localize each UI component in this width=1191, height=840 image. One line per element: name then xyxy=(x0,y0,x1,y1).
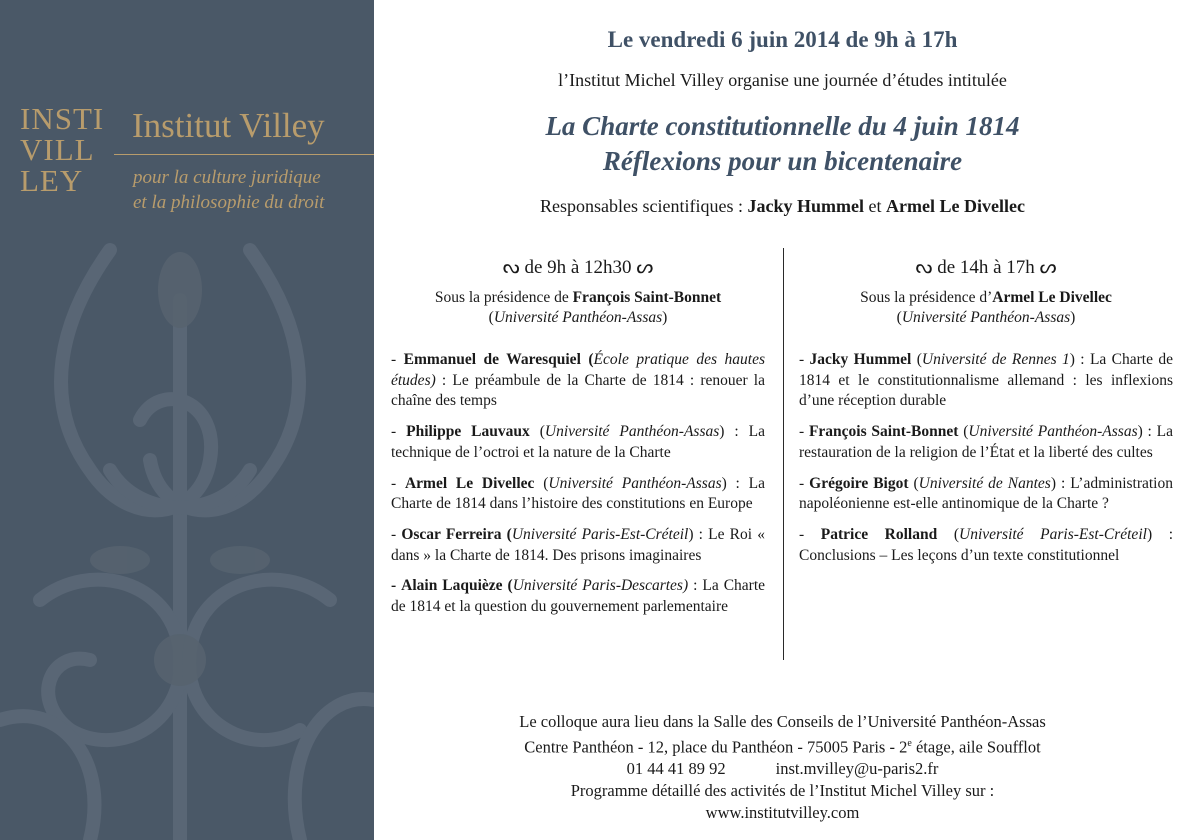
venue-line: Le colloque aura lieu dans la Salle des Conseils de l’Université Panthéon-Assas xyxy=(519,712,1046,731)
institute-name: Institut Villey xyxy=(132,106,325,145)
talk-title: ) : La Charte de 1814 dans l’histoire des constitutions en Europe xyxy=(391,474,765,513)
talk-affiliation: Université Panthéon-Assas xyxy=(968,423,1138,441)
talk-item: - Patrice Rolland (Université Paris-Est-Créteil) : Conclusions – Les leçons d’un texte constitutionnel xyxy=(799,525,1173,564)
talk-title: : Le préambule de la Charte de 1814 : renouer la chaîne des temps xyxy=(391,371,765,410)
talk-speaker: Jacky Hummel xyxy=(809,351,912,368)
talk-title: ) : La restauration de la religion de l’État et la liberté des cultes xyxy=(799,423,1173,461)
talk-item: - Armel Le Divellec (Université Panthéon-Assas) : La Charte de 1814 dans l’histoire des constitutions en Europe xyxy=(391,474,765,513)
chair-prefix: Sous la présidence de xyxy=(434,289,569,306)
email-address[interactable]: inst.mvilley@u-paris2.fr xyxy=(775,759,939,779)
ornament-right-icon: ᔕ xyxy=(636,257,654,278)
afternoon-time: de 14h à 17h xyxy=(937,257,1035,278)
column-divider xyxy=(783,248,784,660)
logo-divider xyxy=(114,154,374,155)
talk-item: - François Saint-Bonnet (Université Panthéon-Assas) : La restauration de la religion de l’État et la liberté des cultes xyxy=(799,423,1173,461)
talk-title: ) : L’administration napoléonienne est-elle antinomique de la Charte ? xyxy=(799,474,1173,513)
talk-affiliation: Université de Nantes xyxy=(918,474,1051,492)
talk-item: - Philippe Lauvaux (Université Panthéon-Assas) : La technique de l’octroi et la nature de la Charte xyxy=(391,423,765,461)
talk-speaker: Philippe Lauvaux xyxy=(406,423,530,441)
talk-speaker: Patrice Rolland xyxy=(820,525,938,543)
talk-speaker: Armel Le Divellec xyxy=(404,474,535,492)
address-part-2: étage, aile Soufflot xyxy=(911,737,1041,757)
leads-prefix: Responsables scientifiques : xyxy=(540,196,744,216)
event-title: La Charte constitutionnelle du 4 juin 1814 xyxy=(545,111,1020,141)
tagline-line-1: pour la culture juridique xyxy=(133,167,321,188)
afternoon-session xyxy=(799,256,1173,576)
afternoon-time-heading xyxy=(799,256,1173,280)
phone-number: 01 44 41 89 92 xyxy=(626,759,726,779)
talk-item: - Alain Laquièze (Université Paris-Descartes) : La Charte de 1814 et la question du gouvernement parlementaire xyxy=(391,577,766,616)
event-subtitle: Réflexions pour un bicentenaire xyxy=(602,146,963,176)
institute-tagline xyxy=(133,165,324,215)
talk-affiliation: Université de Rennes 1 xyxy=(921,351,1070,368)
talk-title: : La Charte de 1814 et la question du gouvernement parlementaire xyxy=(391,577,766,616)
address-line xyxy=(374,733,1191,758)
ornament-right-icon: ᔕ xyxy=(1039,257,1057,278)
sidebar-panel xyxy=(0,0,374,840)
event-footer xyxy=(374,711,1191,823)
talk-speaker: Grégoire Bigot xyxy=(809,474,909,492)
afternoon-talk-list xyxy=(799,350,1173,566)
talk-item: - Oscar Ferreira (Université Paris-Est-Créteil) : Le Roi « dans » la Charte de 1814. Des prisons imaginaires xyxy=(391,525,765,564)
chair-name: Armel Le Divellec xyxy=(992,289,1112,306)
morning-time: de 9h à 12h30 xyxy=(524,257,632,278)
talk-speaker: François Saint-Bonnet xyxy=(808,423,959,441)
afternoon-chair: Sous la présidence d’Armel Le Divellec (Université Panthéon-Assas) xyxy=(860,289,1112,326)
talk-speaker: Emmanuel de Waresquiel xyxy=(403,351,581,368)
talk-affiliation: École pratique des hautes études) xyxy=(391,351,765,389)
ornament-left-icon: ᔓ xyxy=(915,257,933,278)
website-link[interactable]: www.institutvilley.com xyxy=(705,802,860,822)
tagline-line-2: et la philosophie du droit xyxy=(133,192,325,213)
morning-session xyxy=(391,256,765,628)
talk-item: - Grégoire Bigot (Université de Nantes) : L’administration napoléonienne est-elle antinomique de la Charte ? xyxy=(799,474,1173,513)
talk-affiliation: Université Paris-Est-Créteil xyxy=(511,525,689,543)
talk-speaker: Oscar Ferreira xyxy=(401,525,502,543)
talk-title: ) : La technique de l’octroi et la nature de la Charte xyxy=(391,423,765,461)
scientific-leads xyxy=(374,196,1191,217)
lead-name-2: Armel Le Divellec xyxy=(886,196,1025,216)
talk-item: - Jacky Hummel (Université de Rennes 1) : La Charte de 1814 et le constitutionnalisme allemand : les inflexions d’une réception durable xyxy=(799,351,1173,410)
logo-line-2: VILL xyxy=(20,132,95,167)
institute-logo-mark xyxy=(20,103,115,198)
morning-time-heading xyxy=(391,256,765,280)
talk-item: - Emmanuel de Waresquiel (École pratique des hautes études) : Le préambule de la Charte de 1814 : renouer la chaîne des temps xyxy=(391,351,765,410)
logo-line-3: LEY xyxy=(20,163,84,198)
ornament-left-icon: ᔓ xyxy=(502,257,520,278)
event-intro: l’Institut Michel Villey organise une journée d’études intitulée xyxy=(558,70,1007,90)
talk-title: ) : La Charte de 1814 et le constitutionnalisme allemand : les inflexions d’une réception durable xyxy=(799,351,1173,410)
talk-speaker: Alain Laquièze xyxy=(401,577,503,595)
talk-title: ) : Conclusions – Les leçons d’un texte constitutionnel xyxy=(799,525,1173,564)
address-superscript: e xyxy=(907,737,912,749)
event-date: Le vendredi 6 juin 2014 de 9h à 17h xyxy=(607,27,958,52)
morning-chair: Sous la présidence de François Saint-Bonnet (Université Panthéon-Assas) xyxy=(434,289,722,326)
leads-and: et xyxy=(868,196,882,216)
chair-prefix: Sous la présidence d’ xyxy=(860,289,993,306)
talk-affiliation: Université Paris-Est-Créteil xyxy=(959,525,1147,543)
chair-affiliation: Université Panthéon-Assas xyxy=(493,309,663,326)
program-line: Programme détaillé des activités de l’Institut Michel Villey sur : xyxy=(570,780,995,800)
logo-line-1: INSTI xyxy=(20,101,105,136)
morning-talk-list xyxy=(391,350,765,618)
contact-line xyxy=(374,758,1191,780)
talk-title: ) : Le Roi « dans » la Charte de 1814. Des prisons imaginaires xyxy=(391,525,765,564)
talk-affiliation: Université Panthéon-Assas xyxy=(544,423,720,441)
chair-affiliation: Université Panthéon-Assas xyxy=(901,309,1071,326)
talk-affiliation: Université Paris-Descartes) xyxy=(512,577,689,595)
lead-name-1: Jacky Hummel xyxy=(747,196,865,216)
address-part-1: Centre Panthéon - 12, place du Panthéon - 75005 Paris - 2 xyxy=(524,737,908,757)
chair-name: François Saint-Bonnet xyxy=(572,289,722,306)
talk-affiliation: Université Panthéon-Assas xyxy=(548,474,722,492)
